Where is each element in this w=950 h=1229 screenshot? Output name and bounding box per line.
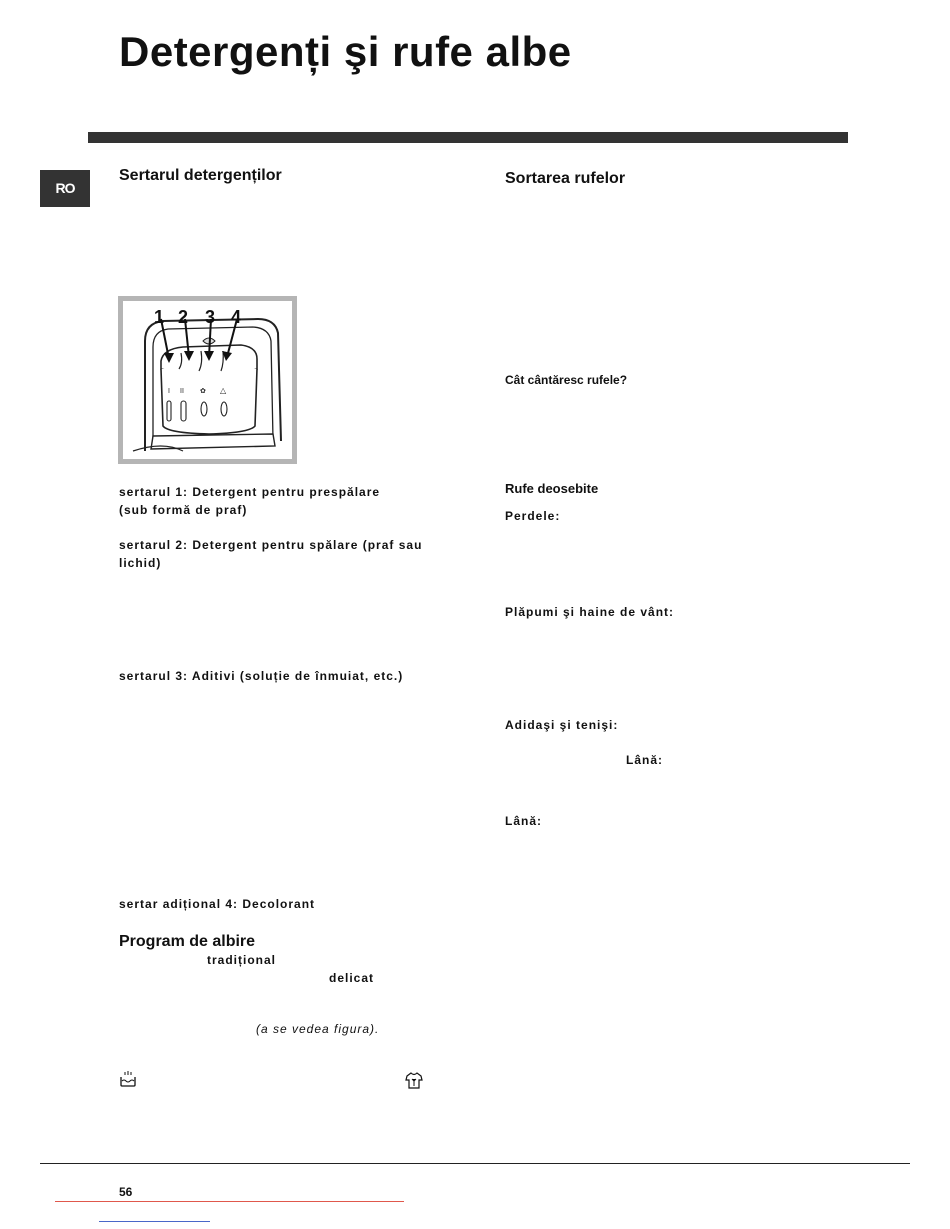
drawer2-label: sertarul 2: Detergent pentru spălare (praf sau lichid) — [119, 538, 423, 570]
sneakers-label: Adidaşi şi tenişi: — [505, 718, 619, 732]
drawer1-label-line2: (sub formă de praf) — [119, 503, 248, 517]
delicate-label: delicat — [329, 971, 375, 985]
svg-text:✿: ✿ — [200, 388, 206, 395]
drawer1-label-line1: sertarul 1: Detergent pentru prespălare — [119, 485, 381, 499]
red-rule — [55, 1201, 404, 1202]
shirt-icon — [405, 1072, 423, 1089]
see-figure-note: (a se vedea figura). — [256, 1022, 380, 1036]
language-tab: RO — [40, 170, 90, 207]
wash-tub-icon — [119, 1070, 137, 1088]
figure-number-1: 1 — [154, 307, 165, 327]
figure-number-3: 3 — [205, 307, 216, 327]
title-divider-bar — [88, 132, 848, 143]
page-number: 56 — [119, 1185, 133, 1199]
detergent-drawer-figure — [118, 296, 297, 464]
duvets-label: Plăpumi şi haine de vânt: — [505, 605, 675, 619]
drawer-heading: Sertarul detergenților — [119, 167, 282, 184]
special-items-heading: Rufe deosebite — [505, 481, 599, 496]
figure-number-4: 4 — [231, 307, 242, 327]
footer-divider — [40, 1163, 910, 1164]
bleach-heading: Program de albire — [119, 933, 256, 950]
svg-text:I: I — [168, 388, 170, 395]
drawer4-label: sertar adițional 4: Decolorant — [119, 897, 316, 911]
weigh-question: Cât cântăresc rufele? — [505, 373, 628, 387]
wool-inline-label: Lână: — [626, 753, 664, 767]
svg-text:II: II — [180, 388, 184, 395]
curtains-label: Perdele: — [505, 509, 561, 523]
page-title: Detergenți şi rufe albe — [119, 28, 572, 75]
blue-link-underline[interactable] — [99, 1221, 210, 1222]
traditional-label: tradițional — [207, 953, 277, 967]
wool-label: Lână: — [505, 814, 543, 828]
sorting-heading: Sortarea rufelor — [505, 170, 626, 187]
drawer3-label: sertarul 3: Aditivi (soluție de înmuiat, etc.) — [119, 669, 404, 683]
detergent-drawer-illustration — [123, 301, 292, 459]
svg-text:△: △ — [220, 386, 227, 395]
figure-number-2: 2 — [178, 307, 189, 327]
